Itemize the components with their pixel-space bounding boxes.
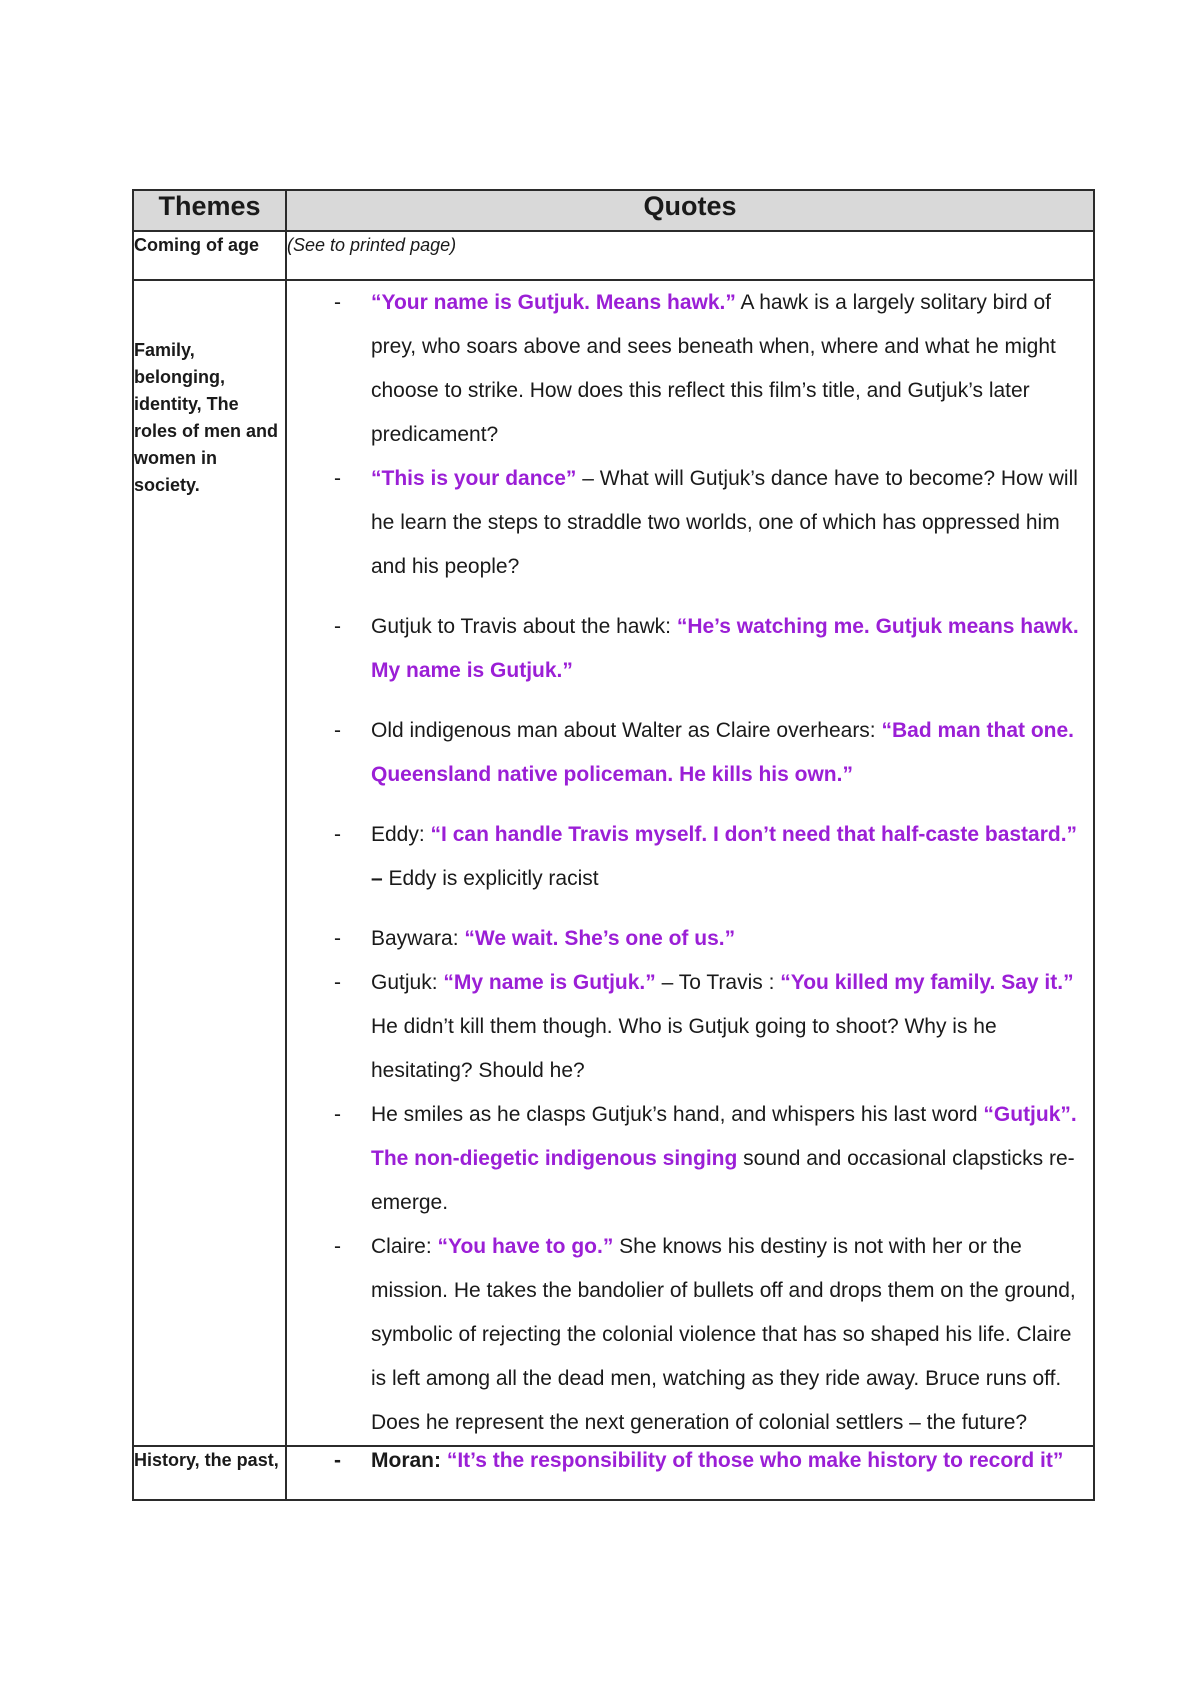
quote-text: “We wait. She’s one of us.”: [464, 927, 736, 950]
speaker-text: Gutjuk to Travis about the hawk:: [371, 615, 677, 638]
list-item: [287, 813, 1081, 901]
commentary-text: She knows his destiny is not with her or the mission. He takes the bandolier of bullets off and drops them on the ground, symbolic of rejecting the colonial violence that has so shaped his life. Claire is left among all the dead men, watching as they ride away. Bruce runs off. Does he represent the next generation of colonial settlers – the future?: [371, 1235, 1076, 1434]
bullet-dash: -: [334, 615, 341, 638]
quote-text: “It’s the responsibility of those who make history to record it”: [446, 1449, 1064, 1472]
commentary-text: He didn’t kill them though. Who is Gutjuk going to shoot? Why is he hesitating? Should he?: [371, 1015, 997, 1082]
quotes-cell: [286, 1446, 1094, 1500]
quote-text: “Bad man that one. Queensland native policeman. He kills his own.”: [371, 719, 1075, 786]
bullet-dash: -: [334, 927, 341, 950]
commentary-text: – What will Gutjuk’s dance have to become? How will he learn the steps to straddle two worlds, one of which has oppressed him and his people?: [371, 467, 1078, 578]
quote-text: “He’s watching me. Gutjuk means hawk. My name is Gutjuk.”: [371, 615, 1079, 682]
commentary-text: – To Travis :: [655, 971, 781, 994]
bullet-dash: -: [334, 823, 341, 846]
list-item: [287, 605, 1081, 693]
quote-text: “I can handle Travis myself. I don’t need that half-caste bastard.”: [430, 823, 1078, 846]
speaker-text: Moran:: [371, 1449, 447, 1472]
list-item: [287, 1447, 1081, 1475]
list-item: [287, 709, 1081, 797]
note-cell: (See to printed page): [286, 231, 1094, 280]
header-quotes: Quotes: [286, 190, 1094, 231]
table-row: [133, 231, 1094, 280]
quotes-cell: [286, 280, 1094, 1446]
commentary-text: A hawk is a largely solitary bird of prey, who soars above and sees beneath when, where and what he might choose to strike. How does this reflect this film’s title, and Gutjuk’s later predicament?: [371, 291, 1056, 446]
quote-text: “My name is Gutjuk.”: [443, 971, 656, 994]
bullet-dash: -: [334, 467, 341, 490]
themes-quotes-table: [132, 189, 1095, 1501]
commentary-text: Eddy is explicitly racist: [388, 867, 599, 890]
speaker-text: Old indigenous man about Walter as Claire overhears:: [371, 719, 882, 742]
quote-list: [287, 1447, 1093, 1475]
bullet-dash: -: [334, 1103, 341, 1126]
quote-text: “Your name is Gutjuk. Means hawk.”: [371, 291, 736, 314]
bullet-dash: -: [334, 291, 341, 314]
quote-text: “You have to go.”: [437, 1235, 614, 1258]
speaker-text: Eddy:: [371, 823, 431, 846]
quote-text: “Gutjuk”. The non-diegetic indigenous singing: [371, 1103, 1077, 1170]
bullet-dash: -: [334, 1449, 341, 1472]
theme-cell: History, the past,: [133, 1446, 286, 1500]
speaker-text: Baywara:: [371, 927, 465, 950]
commentary-text: sound and occasional clapsticks re-emerge.: [371, 1147, 1075, 1214]
theme-cell: Coming of age: [133, 231, 286, 280]
header-row: [133, 190, 1094, 231]
list-item: [287, 281, 1081, 457]
theme-cell: Family, belonging, identity, The roles of men and women in society.: [133, 280, 286, 1446]
bullet-dash: -: [334, 971, 341, 994]
bullet-dash: -: [334, 719, 341, 742]
speaker-text: He smiles as he clasps Gutjuk’s hand, and whispers his last word: [371, 1103, 984, 1126]
header-themes: Themes: [133, 190, 286, 231]
list-item: [287, 961, 1081, 1093]
dash-text: –: [371, 867, 389, 890]
table-row: [133, 280, 1094, 1446]
speaker-text: Gutjuk:: [371, 971, 444, 994]
list-item: [287, 1093, 1081, 1225]
quote-text-2: “You killed my family. Say it.”: [780, 971, 1074, 994]
list-item: [287, 917, 1081, 961]
speaker-text: Claire:: [371, 1235, 438, 1258]
table-row: [133, 1446, 1094, 1500]
bullet-dash: -: [334, 1235, 341, 1258]
quote-list: [287, 281, 1093, 1445]
quote-text: “This is your dance”: [371, 467, 577, 490]
list-item: [287, 1225, 1081, 1445]
list-item: [287, 457, 1081, 589]
